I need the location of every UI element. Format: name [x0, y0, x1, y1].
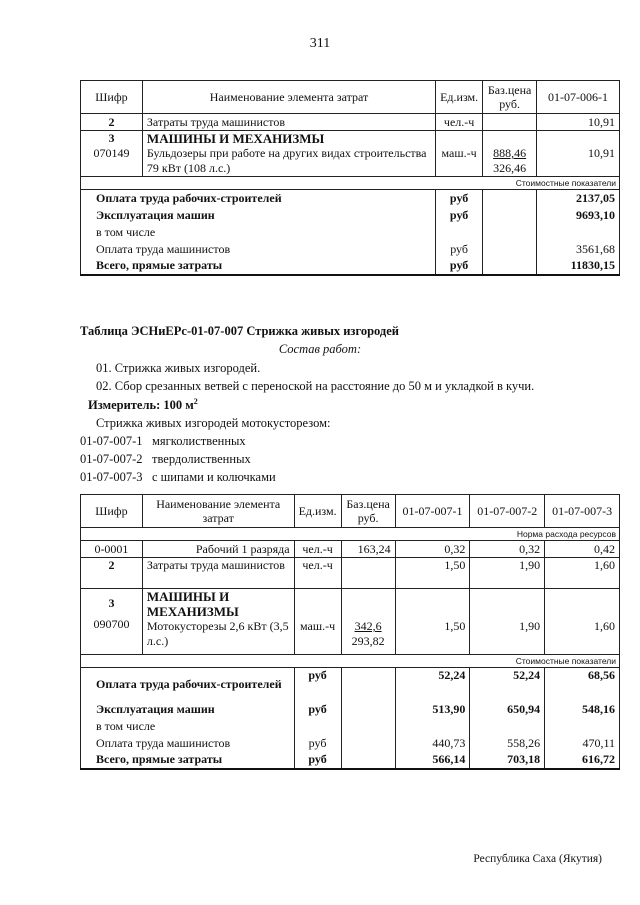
price-base: 293,82 — [351, 634, 385, 648]
row-code: 2 — [81, 558, 143, 589]
row-value-3: 0,42 — [545, 541, 620, 558]
group-code: 3 — [108, 131, 115, 145]
summary-row — [81, 207, 620, 224]
meter-text: Измеритель: 100 м — [88, 398, 194, 413]
row-name: Рабочий 1 разряда — [142, 541, 294, 558]
summary-price — [341, 752, 395, 769]
row-value: 10,91 — [537, 114, 620, 131]
row-code — [81, 131, 143, 177]
summary-name: Оплата труда машинистов — [81, 735, 295, 752]
row-price — [483, 131, 537, 177]
composition-title: Состав работ: — [278, 342, 362, 356]
norm-label: Норма расхода ресурсов — [81, 528, 620, 541]
summary-value-3: 616,72 — [545, 752, 620, 769]
price-current: 342,6 — [354, 619, 382, 633]
price-base: 326,46 — [493, 161, 527, 175]
price-current: 888,46 — [493, 146, 527, 160]
group-name: МАШИНЫ И МЕХАНИЗМЫ — [146, 589, 239, 619]
summary-price — [341, 701, 395, 718]
summary-value-3: 68,56 — [545, 668, 620, 701]
machine-name: Мотокусторезы 2,6 кВт (3,5 л.с.) — [146, 619, 289, 648]
header-unit: Ед.изм. — [294, 495, 341, 528]
summary-name: в том числе — [81, 224, 436, 241]
variant-item: 01-07-007-3 с шипами и колючками — [80, 470, 276, 484]
row-price — [341, 589, 395, 655]
header-code: Шифр — [81, 495, 143, 528]
row-value-3: 1,60 — [545, 589, 620, 655]
summary-name: Оплата труда машинистов — [81, 241, 436, 258]
row-value-1: 1,50 — [395, 558, 470, 589]
summary-row — [81, 735, 620, 752]
summary-unit: руб — [294, 701, 341, 718]
summary-row — [81, 668, 620, 701]
summary-name: Всего, прямые затраты — [81, 258, 436, 275]
table-row — [81, 114, 620, 131]
cost-table-01-07-007 — [80, 494, 620, 770]
summary-name: Оплата труда рабочих-строителей — [81, 190, 436, 207]
summary-value: 11830,15 — [537, 258, 620, 275]
summary-value-1: 52,24 — [395, 668, 470, 701]
group-name: МАШИНЫ И МЕХАНИЗМЫ — [146, 131, 325, 146]
cost-indicators-label: Стоимостные показатели — [81, 655, 620, 668]
row-price — [341, 558, 395, 589]
summary-unit: руб — [436, 258, 483, 275]
summary-row-total — [81, 752, 620, 769]
summary-price — [483, 258, 537, 275]
row-value-1: 1,50 — [395, 589, 470, 655]
header-variant-1: 01-07-007-1 — [395, 495, 470, 528]
variant-item: 01-07-007-1 мягколиственных — [80, 434, 246, 448]
variant-item: 01-07-007-2 твердолиственных — [80, 452, 251, 466]
summary-value: 2137,05 — [537, 190, 620, 207]
row-price — [483, 114, 537, 131]
cost-table-01-07-006 — [80, 80, 620, 276]
summary-value-1 — [395, 718, 470, 735]
row-code: 2 — [81, 114, 143, 131]
summary-name: Эксплуатация машин — [81, 701, 295, 718]
table-row — [81, 541, 620, 558]
page-number: 311 — [309, 36, 331, 51]
row-name — [142, 131, 435, 177]
machine-code: 090700 — [93, 617, 130, 631]
header-variant-2: 01-07-007-2 — [470, 495, 545, 528]
summary-row — [81, 701, 620, 718]
summary-value-3: 548,16 — [545, 701, 620, 718]
row-value-2: 1,90 — [470, 558, 545, 589]
summary-name: Всего, прямые затраты — [81, 752, 295, 769]
header-code: Шифр — [81, 81, 143, 114]
summary-unit: руб — [436, 190, 483, 207]
summary-value-3: 470,11 — [545, 735, 620, 752]
summary-value-3 — [545, 718, 620, 735]
summary-value: 9693,10 — [537, 207, 620, 224]
summary-unit: руб — [294, 668, 341, 701]
group-code: 3 — [108, 596, 115, 610]
meter-sup: 2 — [193, 397, 198, 406]
work-item: 02. Сбор срезанных ветвей с переноской на расстояние до 50 м и укладкой в кучи. — [96, 379, 535, 393]
table-row — [81, 558, 620, 589]
work-item: 01. Стрижка живых изгородей. — [96, 361, 261, 375]
summary-value-2: 558,26 — [470, 735, 545, 752]
row-value-2: 1,90 — [470, 589, 545, 655]
summary-price — [483, 241, 537, 258]
summary-name: Оплата труда рабочих-строителей — [81, 668, 295, 701]
row-unit: чел.-ч — [294, 558, 341, 589]
summary-row — [81, 718, 620, 735]
header-price: Баз.цена руб. — [341, 495, 395, 528]
summary-price — [341, 735, 395, 752]
row-unit: чел.-ч — [294, 541, 341, 558]
row-value-3: 1,60 — [545, 558, 620, 589]
summary-value-2: 52,24 — [470, 668, 545, 701]
row-price: 163,24 — [341, 541, 395, 558]
row-value: 10,91 — [537, 131, 620, 177]
summary-unit — [294, 718, 341, 735]
summary-row — [81, 190, 620, 207]
summary-value-1: 566,14 — [395, 752, 470, 769]
row-value-2: 0,32 — [470, 541, 545, 558]
row-code — [81, 589, 143, 655]
table-row — [81, 131, 620, 177]
header-price: Баз.цена руб. — [483, 81, 537, 114]
footer-region: Республика Саха (Якутия) — [473, 853, 602, 865]
meter-label — [88, 397, 198, 413]
cost-indicators-label: Стоимостные показатели — [81, 177, 620, 190]
summary-row — [81, 224, 620, 241]
summary-value-2 — [470, 718, 545, 735]
intro-text: Стрижка живых изгородей мотокусторезом: — [96, 416, 331, 430]
summary-row — [81, 241, 620, 258]
summary-price — [483, 207, 537, 224]
row-name: Затраты труда машинистов — [142, 558, 294, 589]
summary-unit: руб — [294, 752, 341, 769]
machine-code: 070149 — [93, 146, 130, 160]
summary-name: в том числе — [81, 718, 295, 735]
summary-value: 3561,68 — [537, 241, 620, 258]
summary-value-2: 650,94 — [470, 701, 545, 718]
summary-name: Эксплуатация машин — [81, 207, 436, 224]
row-unit: маш.-ч — [436, 131, 483, 177]
summary-row-total — [81, 258, 620, 275]
table-header-row — [81, 81, 620, 114]
header-name: Наименование элемента затрат — [142, 495, 294, 528]
summary-price — [483, 224, 537, 241]
summary-price — [483, 190, 537, 207]
summary-unit: руб — [436, 241, 483, 258]
row-unit: чел.-ч — [436, 114, 483, 131]
summary-unit — [436, 224, 483, 241]
header-variant: 01-07-006-1 — [537, 81, 620, 114]
summary-value — [537, 224, 620, 241]
header-name: Наименование элемента затрат — [142, 81, 435, 114]
table-row — [81, 589, 620, 655]
summary-unit: руб — [294, 735, 341, 752]
section-title: Таблица ЭСНиЕРс-01-07-007 Стрижка живых изгородей — [80, 324, 399, 338]
summary-value-1: 440,73 — [395, 735, 470, 752]
summary-unit: руб — [436, 207, 483, 224]
table-header-row — [81, 495, 620, 528]
header-variant-3: 01-07-007-3 — [545, 495, 620, 528]
header-unit: Ед.изм. — [436, 81, 483, 114]
summary-price — [341, 668, 395, 701]
row-unit: маш.-ч — [294, 589, 341, 655]
machine-name: Бульдозеры при работе на других видах строительства 79 кВт (108 л.с.) — [146, 146, 427, 175]
row-code: 0-0001 — [81, 541, 143, 558]
row-name — [142, 589, 294, 655]
summary-price — [341, 718, 395, 735]
summary-value-1: 513,90 — [395, 701, 470, 718]
row-name: Затраты труда машинистов — [142, 114, 435, 131]
row-value-1: 0,32 — [395, 541, 470, 558]
summary-value-2: 703,18 — [470, 752, 545, 769]
